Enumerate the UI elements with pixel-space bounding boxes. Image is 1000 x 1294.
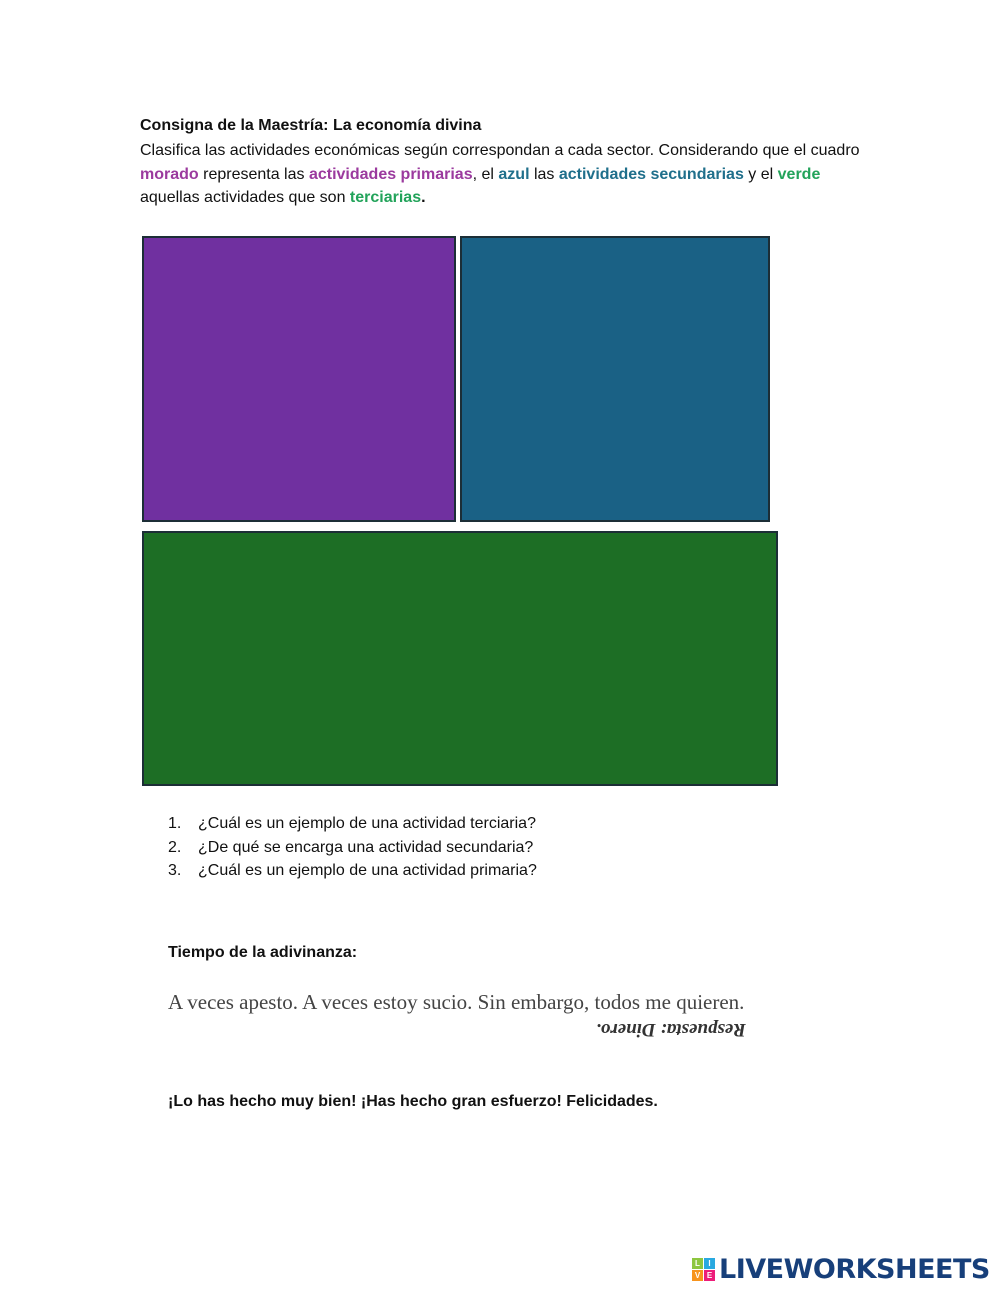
secondary-activities-dropzone[interactable]: [460, 236, 770, 522]
logo-letter: E: [704, 1270, 715, 1281]
question-text: ¿Cuál es un ejemplo de una actividad terciaria?: [198, 815, 536, 832]
logo-icon: [692, 1258, 715, 1281]
riddle-answer-upside-down: Respuesta: Dinero.: [596, 1019, 746, 1040]
question-number: 3.: [168, 862, 182, 879]
purple-keyword: morado: [140, 165, 199, 183]
question-text: ¿Cuál es un ejemplo de una actividad primaria?: [198, 862, 537, 879]
secondary-keyword: actividades secundarias: [558, 165, 744, 183]
tertiary-keyword: terciarias: [349, 189, 422, 206]
primary-activities-dropzone[interactable]: [142, 236, 456, 522]
instructions-text: .: [421, 189, 426, 206]
logo-letter: L: [692, 1258, 703, 1269]
list-item: [168, 812, 537, 836]
instructions-text: las: [529, 165, 559, 183]
instructions-paragraph: [140, 139, 860, 210]
question-list: [168, 812, 537, 883]
logo-letter: I: [704, 1258, 715, 1269]
question-number: 2.: [168, 838, 182, 856]
question-number: 1.: [168, 815, 182, 832]
instructions-text: Clasifica las actividades económicas según correspondan a cada sector. Considerando que el cuadro: [140, 142, 860, 159]
list-item: [168, 836, 537, 860]
primary-keyword: actividades primarias: [308, 165, 473, 183]
tertiary-activities-dropzone[interactable]: [142, 531, 778, 786]
riddle-heading: Tiempo de la adivinanza:: [168, 944, 358, 961]
closing-message: ¡Lo has hecho muy bien! ¡Has hecho gran esfuerzo! Felicidades.: [168, 1093, 658, 1110]
instructions-text: , el: [472, 165, 499, 183]
instructions-text: representa las: [198, 165, 309, 183]
liveworksheets-logo[interactable]: [692, 1254, 990, 1284]
instructions-text: aquellas actividades que son: [140, 189, 350, 206]
logo-letter: V: [692, 1270, 703, 1281]
page-title: Consigna de la Maestría: La economía divina: [140, 117, 482, 134]
blue-keyword: azul: [498, 165, 530, 183]
list-item: [168, 859, 537, 883]
question-text: ¿De qué se encarga una actividad secundaria?: [198, 838, 534, 856]
green-keyword: verde: [777, 165, 821, 183]
instructions-text: y el: [743, 165, 778, 183]
logo-text: LIVEWORKSHEETS: [719, 1253, 990, 1285]
riddle-text: A veces apesto. A veces estoy sucio. Sin embargo, todos me quieren.: [168, 990, 745, 1014]
